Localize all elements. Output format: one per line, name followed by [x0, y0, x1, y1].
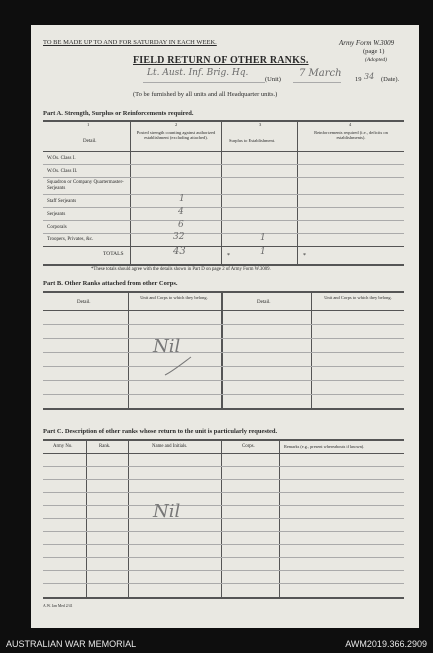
date-label: (Date). — [381, 76, 400, 83]
part-a-header-rule — [43, 151, 404, 152]
col-header-posted: Posted strength counting against authorized establishment (excluding attached). — [136, 130, 216, 140]
row-detail-wo2: W.Os. Class II. — [47, 169, 78, 174]
part-b-row-line — [43, 352, 404, 353]
part-c-col-line-4 — [279, 440, 280, 598]
row-line — [43, 177, 404, 178]
col-num-4: 4 — [349, 122, 352, 127]
part-c-col-line-2 — [128, 440, 129, 598]
col-header-reinforcements: Reinforcements required (i.e., deficits on establishments). — [314, 130, 388, 140]
part-a-col-line-2 — [221, 121, 222, 264]
adopted-note: (Adopted) — [365, 57, 387, 63]
part-b-col-unit-2: Unit and Corps to which they belong. — [324, 295, 392, 300]
hw-totals-surplus: 1 — [260, 247, 266, 257]
totals-label: TOTALS — [103, 251, 124, 257]
row-detail-cqms: Squadron or Company Quartermaster-Serjeants — [47, 180, 124, 191]
part-b-nil-stroke — [163, 355, 193, 379]
row-detail-wo1: W.Os. Class I. — [47, 156, 76, 161]
year-prefix: 19 — [355, 76, 362, 83]
row-detail-cpl: Corporals — [47, 225, 67, 230]
hw-sjt-posted: 4 — [178, 207, 184, 217]
hw-staff-sjt-posted: 1 — [179, 194, 185, 204]
archive-footer — [0, 637, 433, 653]
part-c-col-line-1 — [86, 440, 87, 598]
part-b-nil-handwriting: Nil — [153, 336, 181, 357]
part-c-row-line — [43, 518, 404, 519]
year-handwriting: 34 — [364, 72, 375, 81]
unit-line — [143, 82, 265, 83]
part-b-heading: Part B. Other Ranks attached from other Corps. — [43, 280, 178, 287]
part-c-bottom-rule — [43, 597, 404, 599]
hw-ptes-surplus: 1 — [260, 233, 266, 243]
part-b-col-line-3 — [311, 292, 312, 408]
hw-totals-posted: 43 — [173, 246, 186, 257]
row-detail-staff-sjt: Staff Serjeants — [47, 199, 77, 204]
form-sheet — [31, 25, 419, 628]
col-num-1: 1 — [87, 122, 90, 127]
part-b-row-line — [43, 366, 404, 367]
part-b-col-detail-2: Detail. — [257, 300, 271, 305]
part-b-col-detail-1: Detail. — [77, 300, 91, 305]
part-a-col-line-1 — [130, 121, 131, 264]
part-b-header-rule — [43, 310, 404, 311]
part-c-row-line — [43, 557, 404, 558]
part-c-col-rank: Rank. — [99, 444, 111, 449]
part-b-row-line — [43, 324, 404, 325]
part-b-row-line — [43, 338, 404, 339]
part-c-col-corps: Corps. — [242, 444, 255, 449]
col-header-surplus: Surplus to Establishment. — [229, 138, 276, 143]
unit-label: (Unit) — [265, 76, 281, 83]
row-line — [43, 233, 404, 234]
part-c-row-line — [43, 492, 404, 493]
totals-asterisk-2: * — [303, 253, 306, 259]
form-number: Army Form W.3009 — [339, 39, 395, 47]
part-b-row-line — [43, 394, 404, 395]
part-b-col-line-2 — [221, 292, 223, 408]
row-detail-ptes: Troopers, Privates, &c. — [47, 237, 94, 242]
form-title: FIELD RETURN OF OTHER RANKS. — [133, 55, 309, 66]
col-num-2: 2 — [175, 122, 178, 127]
row-line — [43, 207, 404, 208]
footer-institution: AUSTRALIAN WAR MEMORIAL — [6, 639, 137, 649]
part-c-row-line — [43, 531, 404, 532]
part-b-col-line-1 — [128, 292, 129, 408]
totals-asterisk-1: * — [227, 253, 230, 259]
form-page: (page 1) — [363, 48, 385, 55]
part-c-row-line — [43, 544, 404, 545]
furnish-note: (To be furnished by all units and all Headquarter units.) — [133, 91, 278, 98]
row-detail-sjt: Serjeants — [47, 212, 66, 217]
date-handwriting: 7 March — [299, 68, 342, 79]
col-header-detail: Detail. — [83, 139, 97, 144]
part-b-top-rule — [43, 291, 404, 293]
part-a-footnote: *These totals should agree with the details shown in Part D on page 2 of Army Form W.3009. — [91, 267, 271, 272]
hw-cpl-posted: 6 — [178, 220, 184, 230]
footer-accession: AWM2019.366.2909 — [345, 639, 427, 649]
part-c-row-line — [43, 505, 404, 506]
part-c-col-armyno: Army No. — [53, 444, 73, 449]
part-c-col-line-3 — [221, 440, 222, 598]
row-line — [43, 164, 404, 165]
instruction-text: TO BE MADE UP TO AND FOR SATURDAY IN EACH WEEK. — [43, 39, 217, 46]
totals-top-rule — [43, 246, 404, 247]
date-line — [293, 82, 341, 83]
part-c-col-remarks: Remarks (e.g., present whereabouts if known). — [284, 444, 365, 449]
part-c-col-name: Name and Initials. — [152, 444, 188, 449]
row-line — [43, 194, 404, 195]
part-c-top-rule — [43, 439, 404, 441]
part-b-row-line — [43, 380, 404, 381]
part-c-row-line — [43, 466, 404, 467]
part-c-row-line — [43, 570, 404, 571]
unit-handwriting: Lt. Aust. Inf. Brig. Hq. — [147, 68, 249, 78]
part-c-row-line — [43, 479, 404, 480]
part-c-row-line — [43, 583, 404, 584]
part-a-heading: Part A. Strength, Surplus or Reinforcements required. — [43, 110, 194, 117]
col-num-3: 3 — [259, 122, 262, 127]
part-b-col-unit-1: Unit and Corps to which they belong. — [140, 295, 208, 300]
hw-ptes-posted: 32 — [173, 232, 185, 242]
row-line — [43, 220, 404, 221]
part-c-header-rule — [43, 453, 404, 454]
part-a-col-line-3 — [297, 121, 298, 264]
printer-mark: A.W. Jan Med 2/41 — [43, 604, 73, 608]
part-b-bottom-rule — [43, 408, 404, 410]
part-a-bottom-rule — [43, 264, 404, 266]
part-c-nil-handwriting: Nil — [153, 501, 181, 522]
part-c-heading: Part C. Description of other ranks whose return to the unit is particularly requested. — [43, 428, 278, 435]
